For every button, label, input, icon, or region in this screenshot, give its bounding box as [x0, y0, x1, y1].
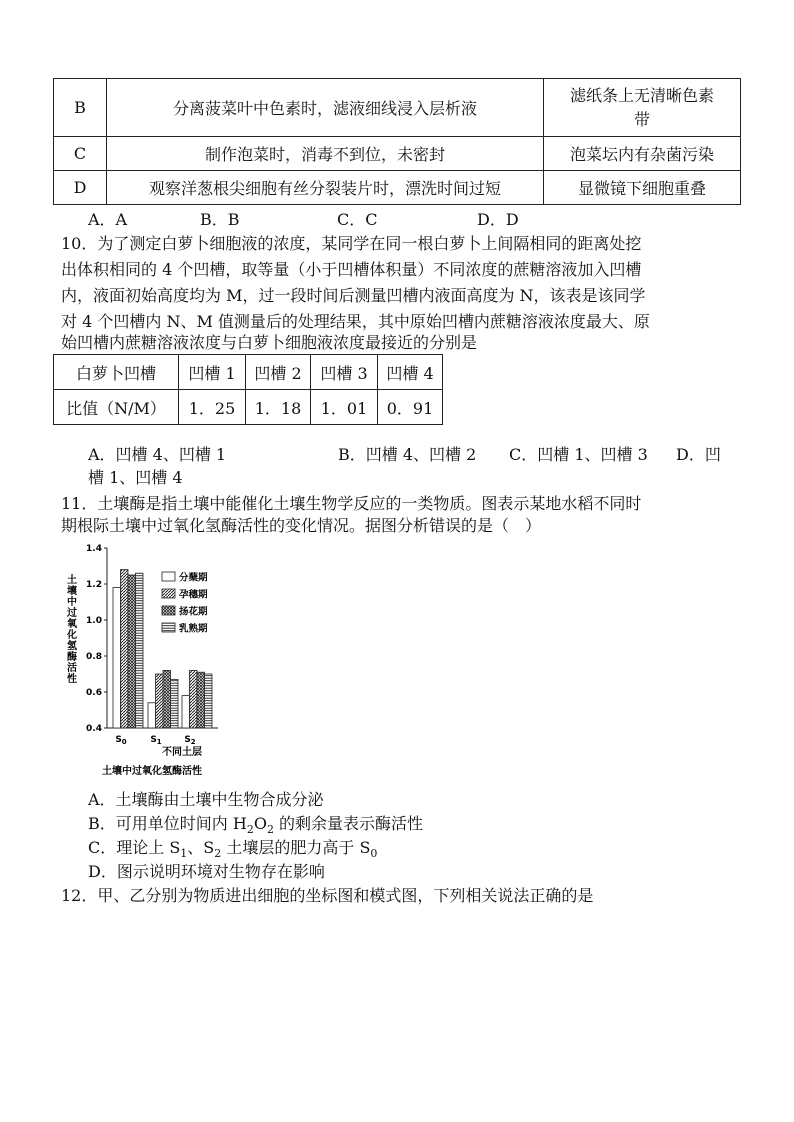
legend-label: 扬花期: [179, 606, 208, 618]
y-tick-label: 1.2: [86, 580, 102, 590]
q10-option-c: C．凹槽 1、凹槽 3: [509, 445, 648, 464]
bar-s1-1: [156, 674, 164, 728]
legend-swatch: [162, 623, 175, 632]
bar-s2-0: [182, 696, 190, 728]
legend-label: 乳熟期: [179, 623, 208, 635]
y-tick-label: 0.4: [86, 724, 102, 734]
bar-s0-2: [128, 575, 136, 728]
row-letter: D: [54, 171, 107, 205]
table-header-cell: 凹槽 1: [179, 355, 246, 390]
table-cell: 比值（N/M）: [54, 390, 179, 425]
q11-option-d: D．图示说明环境对生物存在影响: [88, 862, 325, 881]
table-header-cell: 凹槽 3: [311, 355, 378, 390]
row-letter: B: [54, 79, 107, 137]
q10-line-3: 内，液面初始高度均为 M，过一段时间后测量凹槽内液面高度为 N，该表是该同学: [61, 286, 646, 305]
bar-s1-3: [171, 679, 179, 728]
legend-label: 分蘖期: [179, 572, 208, 584]
legend-swatch: [162, 589, 175, 598]
q11-option-a: A．土壤酶由土壤中生物合成分泌: [88, 790, 324, 809]
enzyme-activity-chart: [60, 542, 240, 782]
y-tick-label: 0.6: [86, 688, 102, 698]
y-ticks: [86, 544, 107, 734]
bar-s2-2: [197, 672, 205, 728]
row-result: 泡菜坛内有杂菌污染: [544, 137, 741, 171]
q12-stem: 12．甲、乙分别为物质进出细胞的坐标图和模式图，下列相关说法正确的是: [61, 886, 594, 905]
row-operation: 观察洋葱根尖细胞有丝分裂装片时，漂洗时间过短: [107, 171, 544, 205]
x-tick-label: $S_2$: [184, 735, 196, 746]
table-cell: 1．25: [179, 390, 246, 425]
bar-s0-0: [113, 588, 121, 728]
x-tick-label: $S_1$: [150, 735, 162, 746]
q11-line-2: 期根际土壤中过氧化氢酶活性的变化情况。据图分析错误的是（ ）: [61, 516, 542, 535]
y-tick-label: 1.4: [86, 544, 102, 554]
q11-line-1: 11．土壤酶是指土壤中能催化土壤生物学反应的一类物质。图表示某地水稻不同时: [61, 494, 642, 513]
q9-option-a: A．A: [88, 210, 128, 229]
table-header-cell: 凹槽 4: [378, 355, 443, 390]
q9-option-c: C．C: [337, 210, 378, 229]
y-tick-label: 1.0: [86, 616, 102, 626]
bar-s2-1: [190, 670, 198, 728]
x-tick-label: $S_0$: [115, 735, 127, 746]
legend-label: 孕穗期: [179, 589, 208, 601]
q10-line-4: 对 4 个凹槽内 N、M 值测量后的处理结果，其中原始凹槽内蔗糖溶液浓度最大、原: [61, 312, 650, 331]
legend-swatch: [162, 572, 175, 581]
q10-option-a: A．凹槽 4、凹槽 1: [88, 445, 227, 464]
table-header-cell: 白萝卜凹槽: [54, 355, 179, 390]
table-row: [54, 137, 741, 171]
row-operation: 分离菠菜叶中色素时，滤液细线浸入层析液: [107, 79, 544, 137]
y-tick-label: 0.8: [86, 652, 102, 662]
x-axis-label: 不同土层: [162, 747, 202, 758]
q10-line-1: 10．为了测定白萝卜细胞液的浓度，某同学在同一根白萝卜上间隔相同的距离处挖: [61, 234, 642, 253]
q10-line-2: 出体积相同的 4 个凹槽，取等量（小于凹槽体积量）不同浓度的蔗糖溶液加入凹槽: [61, 260, 642, 279]
bar-s0-3: [136, 573, 144, 728]
x-ticks: [115, 735, 195, 746]
legend-swatch: [162, 606, 175, 615]
q10-option-d-cont: 槽 1、凹槽 4: [88, 468, 183, 487]
q11-option-c: C．理论上 $S_1$、$S_2$ 土壤层的肥力高于 $S_0$: [88, 838, 378, 861]
table-row: [54, 355, 443, 390]
ratio-table: [53, 354, 443, 425]
legend: [162, 572, 208, 635]
result-table: [53, 78, 741, 205]
q9-option-b: B．B: [200, 210, 240, 229]
row-letter: C: [54, 137, 107, 171]
table-cell: 0．91: [378, 390, 443, 425]
chart-caption: 土壤中过氧化氢酶活性: [102, 766, 202, 777]
q11-option-b: B．可用单位时间内 $H_2O_2$ 的剩余量表示酶活性: [88, 814, 424, 837]
row-result: 滤纸条上无清晰色素 带: [544, 79, 741, 137]
table-header-cell: 凹槽 2: [246, 355, 311, 390]
q10-line-5: 始凹槽内蔗糖溶液浓度与白萝卜细胞液浓度最接近的分别是: [61, 333, 478, 352]
table-cell: 1．18: [246, 390, 311, 425]
bar-s1-2: [163, 670, 171, 728]
table-cell: 1．01: [311, 390, 378, 425]
row-operation: 制作泡菜时，消毒不到位，未密封: [107, 137, 544, 171]
q9-option-d: D．D: [477, 210, 519, 229]
bar-s1-0: [148, 703, 156, 728]
y-axis-label: 土壤中过氧化氢酶活性: [64, 574, 76, 684]
q10-option-d: D．凹: [676, 445, 721, 464]
row-result: 显微镜下细胞重叠: [544, 171, 741, 205]
bar-s2-3: [205, 674, 213, 728]
q10-option-b: B．凹槽 4、凹槽 2: [338, 445, 477, 464]
table-row: [54, 390, 443, 425]
table-row: [54, 79, 741, 137]
table-row: [54, 171, 741, 205]
bar-s0-1: [121, 570, 129, 728]
